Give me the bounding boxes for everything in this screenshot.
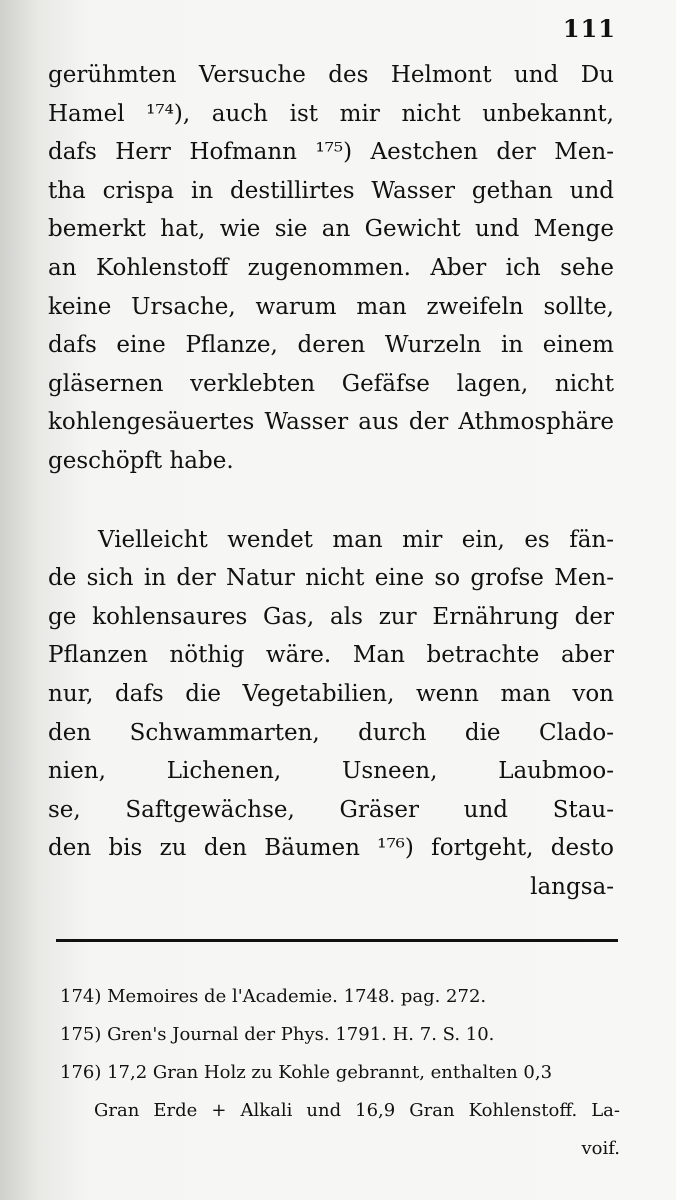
paragraph-gap xyxy=(48,481,614,521)
main-text xyxy=(48,56,614,906)
text-line: ge kohlensaures Gas, als zur Ernährung der xyxy=(48,603,614,630)
footnotes xyxy=(60,978,620,1168)
text-line: se, Saftgewächse, Gräser und Stau- xyxy=(48,796,614,823)
text-line: keine Ursache, warum man zweifeln sollte, xyxy=(48,293,614,320)
text-line: dafs eine Pflanze, deren Wurzeln in einem xyxy=(48,332,614,359)
text-line: tha crispa in destillirtes Wasser gethan und xyxy=(48,177,614,204)
text-line: Pflanzen nöthig wäre. Man betrachte aber xyxy=(48,642,614,669)
text-line: gerühmten Versuche des Helmont und Du xyxy=(48,62,614,88)
text-line: gläsernen verklebten Gefäfse lagen, nicht xyxy=(48,370,614,397)
text-line: bemerkt hat, wie sie an Gewicht und Menge xyxy=(48,216,614,243)
text-line: Vielleicht wendet man mir ein, es fän- xyxy=(98,526,614,553)
text-line: den bis zu den Bäumen ¹⁷⁶) fortgeht, desto xyxy=(48,835,614,862)
text-line: Hamel ¹⁷⁴), auch ist mir nicht unbekannt, xyxy=(48,100,614,127)
text-line: an Kohlenstoff zugenommen. Aber ich sehe xyxy=(48,254,614,281)
footnote-line: 175) Gren's Journal der Phys. 1791. H. 7. S. 10. xyxy=(60,1024,495,1045)
text-line: dafs Herr Hofmann ¹⁷⁵) Aestchen der Men- xyxy=(48,139,614,166)
text-line: nur, dafs die Vegetabilien, wenn man von xyxy=(48,680,614,707)
text-line: geschöpft habe. xyxy=(48,447,234,474)
footnote-line: 174) Memoires de l'Academie. 1748. pag. 272. xyxy=(60,986,487,1007)
footnote-line: voif. xyxy=(581,1138,620,1159)
footnote-line: 176) 17,2 Gran Holz zu Kohle gebrannt, enthalten 0,3 xyxy=(60,1062,553,1083)
text-line: den Schwammarten, durch die Clado- xyxy=(48,719,614,746)
page-number: 111 xyxy=(562,14,616,43)
text-line: nien, Lichenen, Usneen, Laubmoo- xyxy=(48,758,614,785)
text-line: langsa- xyxy=(530,873,614,900)
footnote-line: Gran Erde + Alkali und 16,9 Gran Kohlenstoff. La- xyxy=(94,1100,620,1121)
text-line: kohlengesäuertes Wasser aus der Athmosphäre xyxy=(48,409,614,436)
text-line: de sich in der Natur nicht eine so grofse Men- xyxy=(48,565,614,592)
footnote-separator-rule xyxy=(56,939,618,942)
